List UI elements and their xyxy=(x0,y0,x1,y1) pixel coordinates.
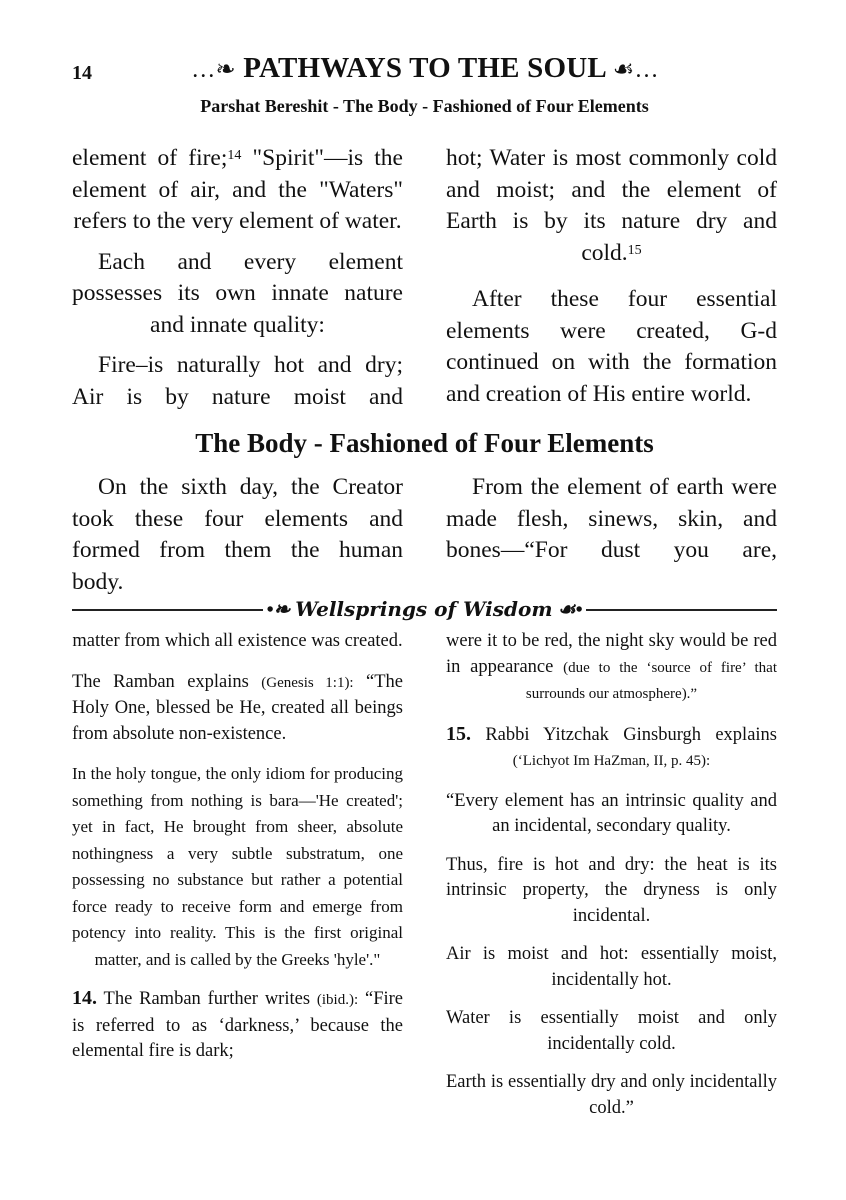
citation: (Genesis 1:1): xyxy=(261,674,354,691)
footnote-14 xyxy=(72,986,403,1065)
top-right-column xyxy=(446,143,777,410)
text: “Fire is referred to as ‘darkness,’ because the elemental fire is dark; xyxy=(72,989,404,1061)
running-title xyxy=(130,52,720,85)
text: “The Holy One, blessed be He, created all beings from absolute non-existence. xyxy=(72,671,403,744)
ornament-right-icon: ☙… xyxy=(612,57,659,83)
paragraph: On the sixth day, the Creator took these four elements and formed from them the human body. xyxy=(72,474,403,595)
footnote-paragraph: Thus, fire is hot and dry: the heat is its intrinsic property, the dryness is only incidental. xyxy=(446,854,777,926)
footnote-paragraph: In the holy tongue, the only idiom for producing something from nothing is bara—'He created'; yet in fact, He brought from sheer, absolute nothingness a very subtle substratum, one possessing no substance but rather a potential force ready to receive form and emerge from potency into reality. This is the first original matter, and is called by the Greeks 'hyle'." xyxy=(72,764,403,969)
running-title-text: PATHWAYS TO THE SOUL xyxy=(243,52,606,84)
text: Rabbi Yitzchak Ginsburgh explains xyxy=(471,724,777,745)
text: "Spirit"—is the element of air, and the "Waters" refers to the very element of water. xyxy=(72,145,403,234)
footnote-ref-15[interactable]: 15 xyxy=(627,242,642,258)
text: element of fire; xyxy=(72,145,228,171)
citation: (due to the ‘source of fire’ that surrounds our atmosphere).” xyxy=(525,659,777,702)
divider-title: Wellsprings of Wisdom xyxy=(295,597,553,621)
paragraph: Fire–is naturally hot and dry; Air is by nature moist and xyxy=(72,352,403,410)
footnotes-divider xyxy=(72,597,777,621)
footnote-number: 14. xyxy=(72,987,97,1009)
ornament-left-icon: …❧ xyxy=(191,57,236,83)
footnote-paragraph: Earth is essentially dry and only incidentally cold.” xyxy=(446,1072,777,1118)
text: The Ramban explains xyxy=(72,671,262,692)
section-heading: The Body - Fashioned of Four Elements xyxy=(195,428,654,458)
paragraph xyxy=(446,143,777,269)
footnote-paragraph: Water is essentially moist and only incidentally cold. xyxy=(446,1008,777,1054)
paragraph xyxy=(72,143,403,238)
text: hot; Water is most commonly cold and moist; and the element of Earth is by its nature dry and cold. xyxy=(446,145,777,266)
footnote-number: 15. xyxy=(446,722,471,745)
citation: (ibid.): xyxy=(316,992,359,1008)
footnote-ref-14[interactable]: 14 xyxy=(227,148,242,163)
chapter-subtitle: Parshat Bereshit - The Body - Fashioned of Four Elements xyxy=(200,96,649,116)
footnotes-left-column xyxy=(72,629,403,1065)
text: were it to be red, the night sky would be red in appearance xyxy=(446,631,777,677)
paragraph: After these four essential elements were created, G-d continued on with the formation and creation of His entire world. xyxy=(446,286,777,407)
divider-ornament-right-icon: ☙• xyxy=(557,599,583,621)
footnote-paragraph xyxy=(72,670,403,748)
footnote-15 xyxy=(446,722,777,775)
top-left-column xyxy=(72,143,403,413)
page-number: 14 xyxy=(72,62,92,84)
divider-ornament-left-icon: •❧ xyxy=(266,599,291,621)
citation: (‘Lichyot Im HaZman, II, p. 45): xyxy=(512,753,711,769)
section-left-column xyxy=(72,472,403,598)
paragraph: Each and every element possesses its own innate nature and innate quality: xyxy=(72,248,403,338)
paragraph: From the element of earth were made flesh, sinews, skin, and bones—“For dust you are, xyxy=(446,474,777,563)
footnote-paragraph xyxy=(446,629,777,708)
text: The Ramban further writes xyxy=(97,989,317,1009)
footnote-paragraph: “Every element has an intrinsic quality and an incidental, secondary quality. xyxy=(446,790,777,836)
footnote-paragraph: matter from which all existence was created. xyxy=(72,631,403,651)
footnote-paragraph: Air is moist and hot: essentially moist, incidentally hot. xyxy=(446,944,777,990)
footnotes-right-column xyxy=(446,629,777,1121)
section-right-column xyxy=(446,472,777,567)
